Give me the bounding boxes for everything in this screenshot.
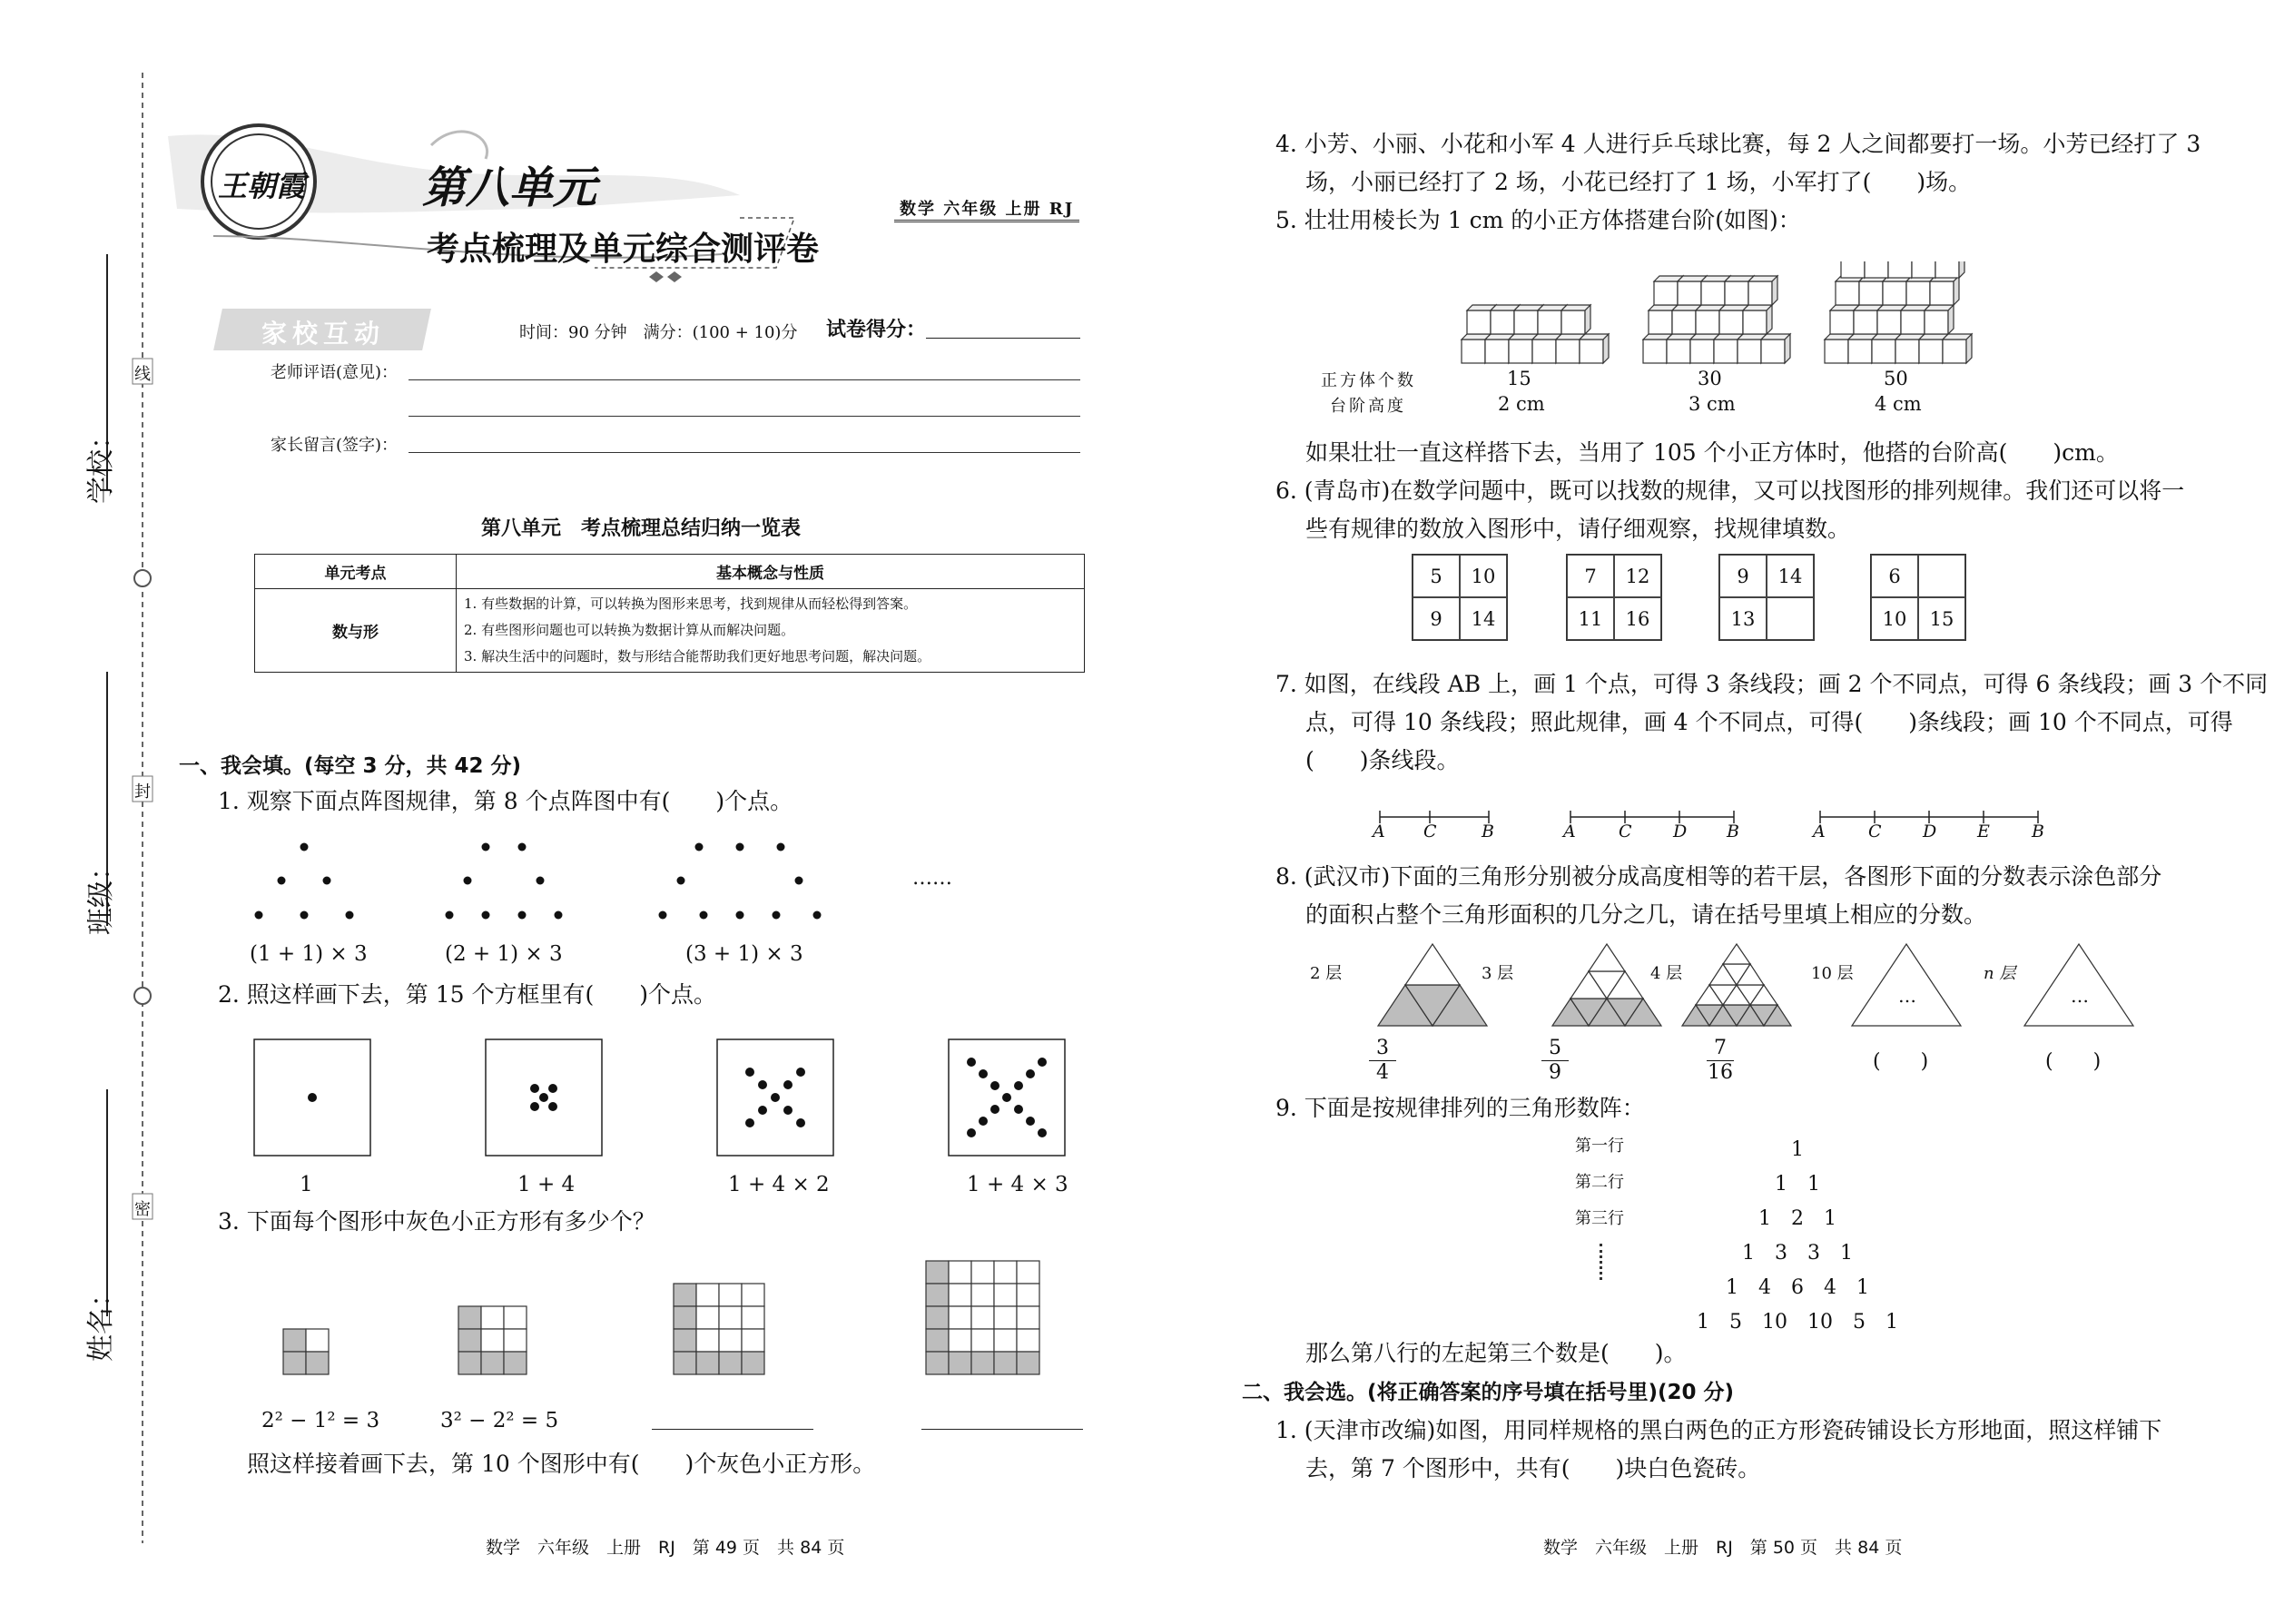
q2-text: 2. 照这样画下去，第 15 个方框里有( )个点。 bbox=[218, 981, 717, 1008]
q3-tail: 照这样接着画下去，第 10 个图形中有( )个灰色小正方形。 bbox=[247, 1451, 876, 1477]
grid-cell bbox=[926, 1261, 949, 1284]
grid-cell bbox=[719, 1284, 742, 1306]
q8-frac-3 bbox=[1707, 1037, 1734, 1085]
q9-row: 1 2 1 bbox=[1758, 1207, 1836, 1230]
triangle-3-layers bbox=[1552, 944, 1661, 1026]
q3-text: 3. 下面每个图形中灰色小正方形有多少个？ bbox=[218, 1208, 655, 1235]
grid-cell bbox=[742, 1284, 764, 1306]
q7-seg3-B: B bbox=[2032, 822, 2044, 842]
grid-cell bbox=[674, 1306, 696, 1329]
grid-cell bbox=[481, 1329, 504, 1352]
binding-strip bbox=[0, 0, 182, 1624]
summary-table bbox=[254, 554, 1085, 673]
grid-cell bbox=[949, 1261, 971, 1284]
q2-label-2: 1 + 4 bbox=[517, 1173, 576, 1196]
q6-line1: 6. (青岛市)在数学问题中，既可以找数的规律，又可以找图形的排列规律。我们还可以将一 bbox=[1275, 477, 2185, 504]
q6-grid-1 bbox=[1412, 554, 1508, 641]
q7-seg3-C: C bbox=[1868, 822, 1882, 842]
q1-dot-arrays bbox=[236, 831, 1017, 940]
grid-cell bbox=[926, 1284, 949, 1306]
q8-frac-1 bbox=[1369, 1037, 1396, 1085]
seal-char-1: 线 bbox=[134, 365, 151, 384]
grid-cell bbox=[504, 1329, 527, 1352]
q9-row: 1 5 10 10 5 1 bbox=[1697, 1311, 1898, 1334]
denominator: 16 bbox=[1708, 1061, 1733, 1084]
grid-cell bbox=[696, 1306, 719, 1329]
footer-right: 数学 六年级 上册 RJ 第 50 页 共 84 页 bbox=[1543, 1538, 1903, 1558]
dot bbox=[1026, 1069, 1035, 1078]
q3-label-1: 2² − 1² = 3 bbox=[261, 1409, 380, 1432]
q8-layer-4: 10 层 bbox=[1811, 964, 1854, 983]
q6-cell: 9 bbox=[1413, 597, 1460, 640]
summary-col2: 基本概念与性质 bbox=[457, 555, 1085, 589]
parent-comment-label: 家长留言(签字)： bbox=[271, 436, 399, 455]
q5-height-label: 台阶高度 bbox=[1330, 397, 1406, 416]
grid-cell bbox=[994, 1329, 1017, 1352]
q5-text: 5. 壮壮用棱长为 1 cm 的小正方体搭建台阶(如图)： bbox=[1275, 207, 1801, 233]
grid-cell bbox=[674, 1352, 696, 1374]
q6-line2: 些有规律的数放入图形中，请仔细观察，找规律填数。 bbox=[1305, 516, 1851, 542]
q6-cell: 16 bbox=[1614, 597, 1661, 640]
grid-cell bbox=[696, 1284, 719, 1306]
grid-cell bbox=[1017, 1352, 1039, 1374]
section2-title: 二、我会选。(将正确答案的序号填在括号里)(20 分) bbox=[1242, 1381, 1735, 1404]
grid-cell bbox=[481, 1352, 504, 1374]
q8-frac-2 bbox=[1541, 1037, 1569, 1085]
grid-cell bbox=[949, 1306, 971, 1329]
q8-line1: 8. (武汉市)下面的三角形分别被分成高度相等的若干层，各图形下面的分数表示涂色部分 bbox=[1275, 863, 2162, 890]
q6-grid-3 bbox=[1718, 554, 1815, 641]
q5-count-2: 30 bbox=[1698, 368, 1722, 389]
time-info: 时间：90 分钟 满分：(100 + 10)分 bbox=[519, 323, 798, 342]
q5-height-3: 4 cm bbox=[1875, 393, 1922, 415]
dot bbox=[555, 911, 563, 920]
family-box-label: 家校互动 bbox=[261, 319, 386, 349]
numerator: 3 bbox=[1376, 1037, 1389, 1059]
grid-cell bbox=[504, 1306, 527, 1329]
numerator: 5 bbox=[1549, 1037, 1561, 1059]
dot bbox=[530, 1102, 539, 1111]
grid-cell bbox=[742, 1306, 764, 1329]
q8-dots-2: … bbox=[2071, 985, 2089, 1007]
dot bbox=[795, 877, 803, 885]
q1-label-3: (3 + 1) × 3 bbox=[685, 942, 803, 966]
seal-char-3: 密 bbox=[134, 1200, 151, 1219]
grid-cell bbox=[949, 1352, 971, 1374]
logo: 王朝霞 bbox=[218, 169, 306, 203]
q8-line2: 的面积占整个三角形面积的几分之几，请在括号里填上相应的分数。 bbox=[1305, 901, 1987, 928]
grid-cell bbox=[742, 1329, 764, 1352]
q5-height-2: 3 cm bbox=[1689, 393, 1736, 415]
grid-cell bbox=[971, 1329, 994, 1352]
q6-cell: 9 bbox=[1719, 555, 1767, 597]
grid-cell bbox=[719, 1329, 742, 1352]
dot bbox=[736, 843, 744, 851]
dot bbox=[548, 1084, 557, 1093]
q2-label-1: 1 bbox=[300, 1173, 313, 1196]
q1-text: 1. 观察下面点阵图规律，第 8 个点阵图中有( )个点。 bbox=[218, 788, 793, 814]
grid-cell bbox=[1017, 1284, 1039, 1306]
dot bbox=[308, 1093, 317, 1102]
dot bbox=[537, 877, 545, 885]
grid-cell bbox=[306, 1329, 329, 1352]
dot bbox=[736, 911, 744, 920]
name-label: 姓名： bbox=[85, 1280, 117, 1362]
dot bbox=[773, 911, 781, 920]
dot bbox=[1038, 1128, 1047, 1137]
score-line[interactable] bbox=[926, 338, 1080, 339]
q5-height-1: 2 cm bbox=[1498, 393, 1545, 415]
dot bbox=[548, 1102, 557, 1111]
parent-comment-line[interactable] bbox=[409, 452, 1080, 453]
dot bbox=[758, 1080, 767, 1089]
summary-row-label: 数与形 bbox=[255, 589, 457, 673]
q6-cell: 13 bbox=[1719, 597, 1767, 640]
q8-layer-1: 2 层 bbox=[1310, 964, 1343, 983]
grid-cell bbox=[926, 1306, 949, 1329]
dot bbox=[758, 1106, 767, 1115]
grid-cell bbox=[306, 1352, 329, 1374]
q6-cell: 15 bbox=[1918, 597, 1965, 640]
q9-row-label-1: 第一行 bbox=[1575, 1137, 1624, 1156]
grid-cell bbox=[674, 1284, 696, 1306]
grid-cell bbox=[994, 1284, 1017, 1306]
q7-seg1-A: A bbox=[1373, 822, 1385, 842]
dot bbox=[813, 911, 822, 920]
q9-row: 1 1 bbox=[1775, 1173, 1820, 1196]
grid-cell bbox=[674, 1329, 696, 1352]
q6-cell: 10 bbox=[1460, 555, 1507, 597]
q9-row-label-2: 第二行 bbox=[1575, 1173, 1624, 1192]
dot bbox=[518, 843, 527, 851]
dot bbox=[700, 911, 708, 920]
dot bbox=[1002, 1093, 1011, 1102]
grid-cell bbox=[458, 1352, 481, 1374]
q4-line1: 4. 小芳、小丽、小花和小军 4 人进行乒乓球比赛，每 2 人之间都要打一场。小芳已经打了 3 bbox=[1275, 131, 2201, 157]
dot bbox=[1014, 1105, 1023, 1114]
dot bbox=[967, 1058, 976, 1067]
q8-blank-1[interactable]: ( ) bbox=[1873, 1050, 1929, 1073]
summary-item-3: 3. 解决生活中的问题时，数与形结合能帮助我们更好地思考问题，解决问题。 bbox=[464, 648, 931, 664]
summary-item-1: 1. 有些数据的计算，可以转换为图形来思考，找到规律从而轻松得到答案。 bbox=[464, 595, 918, 612]
numerator: 7 bbox=[1714, 1037, 1727, 1059]
q7-line1: 7. 如图，在线段 AB 上，画 1 个点，可得 3 条线段；画 2 个不同点，可得 6 条线段；画 3 个不同 bbox=[1275, 671, 2269, 697]
q7-line2: 点，可得 10 条线段；照此规律，画 4 个不同点，可得( )条线段；画 10 个不同点，可得 bbox=[1305, 709, 2233, 735]
dot bbox=[967, 1128, 976, 1137]
score-label: 试卷得分： bbox=[826, 318, 927, 341]
teacher-comment-label: 老师评语(意见)： bbox=[271, 363, 399, 382]
q7-seg1-C: C bbox=[1423, 822, 1437, 842]
q3-grids bbox=[272, 1253, 1089, 1398]
grid-cell bbox=[283, 1329, 306, 1352]
grid-cell bbox=[504, 1352, 527, 1374]
q5-count-3: 50 bbox=[1884, 368, 1908, 389]
grid-cell bbox=[971, 1261, 994, 1284]
seal-char-2: 封 bbox=[134, 782, 151, 802]
dot bbox=[990, 1105, 999, 1114]
dot bbox=[300, 911, 309, 920]
q7-seg1-B: B bbox=[1482, 822, 1494, 842]
q9-tail: 那么第八行的左起第三个数是( )。 bbox=[1305, 1340, 1687, 1366]
denominator: 9 bbox=[1549, 1061, 1561, 1084]
q9-row: 1 4 6 4 1 bbox=[1726, 1276, 1869, 1299]
q2-boxes bbox=[245, 1035, 1080, 1162]
q5-count-label: 正方体个数 bbox=[1321, 371, 1416, 390]
grid-cell bbox=[971, 1352, 994, 1374]
teacher-comment-line-1[interactable] bbox=[409, 379, 1080, 380]
q8-triangles bbox=[1334, 940, 2151, 1030]
q6-cell-blank[interactable] bbox=[1767, 597, 1814, 640]
dot bbox=[278, 877, 286, 885]
grid-cell bbox=[481, 1306, 504, 1329]
q4-line2: 场，小丽已经打了 2 场，小花已经打了 1 场，小军打了( )场。 bbox=[1305, 169, 1972, 195]
q8-blank-2[interactable]: ( ) bbox=[2045, 1050, 2102, 1073]
dot bbox=[255, 911, 263, 920]
dot bbox=[745, 1118, 754, 1127]
dot bbox=[783, 1106, 793, 1115]
tag: 数学 六年级 上册 RJ bbox=[894, 196, 1079, 222]
grid-cell bbox=[696, 1352, 719, 1374]
q8-layer-5: n 层 bbox=[1984, 964, 2016, 983]
class-label: 班级： bbox=[85, 853, 117, 935]
q6-grid-4 bbox=[1870, 554, 1966, 641]
q6-grid-2 bbox=[1566, 554, 1662, 641]
grid-cell bbox=[719, 1352, 742, 1374]
grid-cell bbox=[283, 1352, 306, 1374]
q6-cell-blank[interactable] bbox=[1918, 555, 1965, 597]
grid-cell bbox=[971, 1284, 994, 1306]
grid-cell bbox=[971, 1306, 994, 1329]
q7-segments bbox=[1371, 799, 2061, 853]
dot bbox=[323, 877, 331, 885]
dot bbox=[695, 843, 704, 851]
summary-col1: 单元考点 bbox=[255, 555, 457, 589]
q3-answer-line-2[interactable] bbox=[921, 1429, 1083, 1430]
q9-row: 1 3 3 1 bbox=[1742, 1242, 1853, 1265]
grid-cell bbox=[949, 1329, 971, 1352]
q1-ellipsis: …… bbox=[912, 867, 952, 890]
dot bbox=[539, 1093, 548, 1102]
grid-cell bbox=[719, 1306, 742, 1329]
q1-label-1: (1 + 1) × 3 bbox=[250, 942, 368, 966]
q9-row-label-3: 第三行 bbox=[1575, 1209, 1624, 1228]
dot bbox=[518, 911, 527, 920]
q8-dots-1: … bbox=[1898, 985, 1916, 1007]
dot bbox=[659, 911, 667, 920]
grid-cell bbox=[1017, 1261, 1039, 1284]
dot bbox=[1026, 1117, 1035, 1126]
q5-tail: 如果壮壮一直这样搭下去，当用了 105 个小正方体时，他搭的台阶高( )cm。 bbox=[1305, 439, 2119, 466]
q7-seg2-B: B bbox=[1727, 822, 1739, 842]
grid-cell bbox=[696, 1329, 719, 1352]
summary-item-2: 2. 有些图形问题也可以转换为数据计算从而解决问题。 bbox=[464, 622, 795, 638]
q3-label-2: 3² − 2² = 5 bbox=[440, 1409, 559, 1432]
summary-title: 第八单元 考点梳理总结归纳一览表 bbox=[481, 517, 802, 540]
q6-cell: 12 bbox=[1614, 555, 1661, 597]
q6-cell: 10 bbox=[1871, 597, 1918, 640]
q7-seg2-C: C bbox=[1619, 822, 1632, 842]
dot bbox=[796, 1068, 805, 1077]
section1-title: 一、我会填。(每空 3 分，共 42 分) bbox=[179, 754, 522, 778]
grid-cell bbox=[994, 1352, 1017, 1374]
q1-label-2: (2 + 1) × 3 bbox=[445, 942, 563, 966]
q9-number-triangle bbox=[1416, 1133, 2179, 1340]
q5-count-1: 15 bbox=[1507, 368, 1531, 389]
grid-cell bbox=[949, 1284, 971, 1306]
school-label: 学校： bbox=[85, 422, 117, 504]
grid-cell bbox=[742, 1352, 764, 1374]
q5-stairs bbox=[1452, 261, 2052, 370]
stair-4cm bbox=[1825, 261, 1972, 363]
footer-left: 数学 六年级 上册 RJ 第 49 页 共 84 页 bbox=[486, 1538, 845, 1558]
q9-row: 1 bbox=[1791, 1138, 1804, 1161]
dot bbox=[777, 843, 785, 851]
dot bbox=[796, 1118, 805, 1127]
dot bbox=[482, 843, 490, 851]
dot bbox=[300, 843, 309, 851]
q7-seg2-D: D bbox=[1673, 822, 1688, 842]
dot bbox=[771, 1093, 780, 1102]
grid-cell bbox=[994, 1306, 1017, 1329]
q7-seg2-A: A bbox=[1563, 822, 1576, 842]
q8-layer-3: 4 层 bbox=[1650, 964, 1683, 983]
dot bbox=[979, 1117, 988, 1126]
dot bbox=[745, 1068, 754, 1077]
q6-cell: 6 bbox=[1871, 555, 1918, 597]
dot bbox=[446, 911, 454, 920]
denominator: 4 bbox=[1376, 1061, 1389, 1084]
s2-q1-line1: 1. (天津市改编)如图，用同样规格的黑白两色的正方形瓷砖铺设长方形地面，照这样铺下 bbox=[1275, 1417, 2162, 1443]
q7-seg3-D: D bbox=[1923, 822, 1937, 842]
q6-cell: 7 bbox=[1567, 555, 1614, 597]
grid-cell bbox=[926, 1329, 949, 1352]
dot bbox=[1014, 1081, 1023, 1090]
grid-cell bbox=[994, 1261, 1017, 1284]
triangle-2-layers bbox=[1378, 944, 1487, 1026]
dot bbox=[464, 877, 472, 885]
dot bbox=[979, 1069, 988, 1078]
triangle-4-layers bbox=[1682, 944, 1791, 1026]
unit-title: 第八单元 bbox=[422, 162, 597, 213]
q6-cell: 14 bbox=[1767, 555, 1814, 597]
grid-cell bbox=[458, 1306, 481, 1329]
dot bbox=[783, 1080, 793, 1089]
grid-cell bbox=[1017, 1329, 1039, 1352]
grid-cell bbox=[926, 1352, 949, 1374]
q6-cell: 5 bbox=[1413, 555, 1460, 597]
grid-cell bbox=[1017, 1306, 1039, 1329]
teacher-comment-line-2[interactable] bbox=[409, 416, 1080, 417]
stair-3cm bbox=[1643, 276, 1790, 363]
q7-seg3-E: E bbox=[1977, 822, 1990, 842]
q7-line3: ( )条线段。 bbox=[1305, 747, 1460, 773]
q6-cell: 11 bbox=[1567, 597, 1614, 640]
dot bbox=[1038, 1058, 1047, 1067]
subtitle: 考点梳理及单元综合测评卷 bbox=[427, 230, 820, 268]
dot bbox=[482, 911, 490, 920]
dot bbox=[530, 1084, 539, 1093]
dot bbox=[346, 911, 354, 920]
q3-answer-line-1[interactable] bbox=[652, 1429, 813, 1430]
q2-label-3: 1 + 4 × 2 bbox=[728, 1173, 830, 1196]
stair-2cm bbox=[1462, 305, 1609, 363]
dot bbox=[990, 1081, 999, 1090]
q8-layer-2: 3 层 bbox=[1482, 964, 1514, 983]
q6-cell: 14 bbox=[1460, 597, 1507, 640]
grid-cell bbox=[458, 1329, 481, 1352]
dot bbox=[677, 877, 685, 885]
q7-seg3-A: A bbox=[1813, 822, 1826, 842]
s2-q1-line2: 去，第 7 个图形中，共有( )块白色瓷砖。 bbox=[1305, 1455, 1761, 1481]
q2-label-4: 1 + 4 × 3 bbox=[967, 1173, 1068, 1196]
q9-text: 9. 下面是按规律排列的三角形数阵： bbox=[1275, 1095, 1645, 1121]
